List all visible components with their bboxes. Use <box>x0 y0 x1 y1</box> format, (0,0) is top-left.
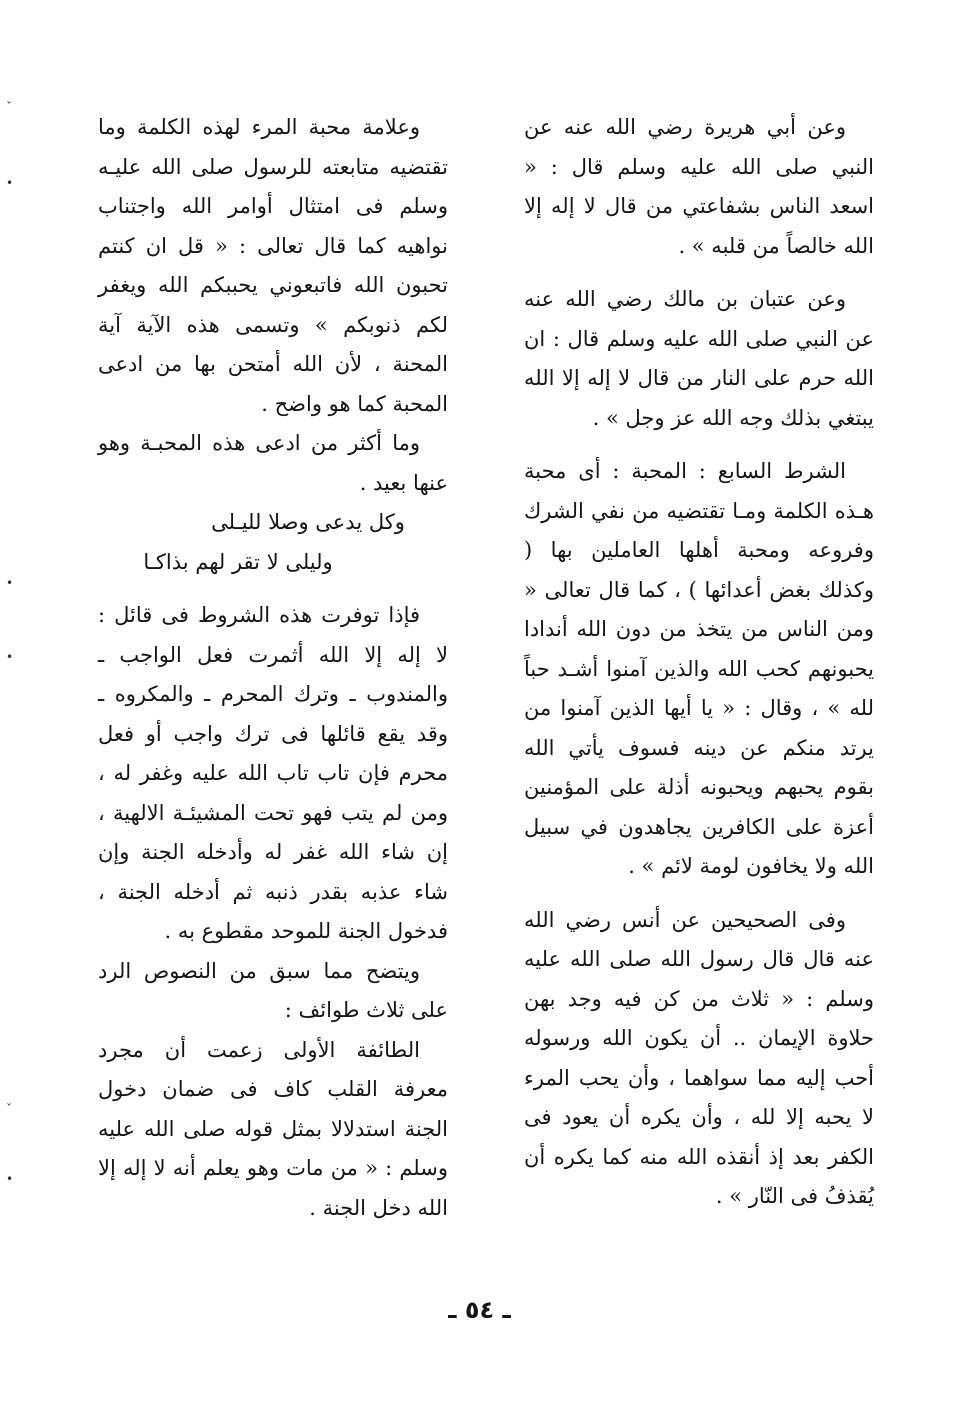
margin-mark: • <box>6 576 14 590</box>
paragraph: وما أكثر من ادعى هذه المحبـة وهو عنها بعيد . <box>98 431 448 495</box>
poem-verse-line: وليلى لا تقر لهم بذاكـا <box>143 549 333 574</box>
margin-mark: • <box>6 176 14 190</box>
paragraph: الطائفة الأولى زعمت أن مجرد معرفة القلب كاف فى ضمان دخول الجنة استدلالا بمثل قوله صلى الله عليه وسلم : « من مات وهو يعلم أنه لا إله إلا الله دخل الجنة . <box>98 1037 448 1220</box>
paragraph: وعن أبي هريرة رضي الله عنه عن النبي صلى الله عليه وسلم قال : « اسعد الناس بشفاعتي من قال لا إله إلا الله خالصاً من قلبه » . <box>524 115 874 258</box>
margin-mark: • <box>6 650 14 664</box>
margin-mark: • <box>6 1172 14 1186</box>
paragraph: وعن عتبان بن مالك رضي الله عنه عن النبي صلى الله عليه وسلم قال : ان الله حرم على النار من قال لا إله إلا الله يبتغي بذلك وجه الله عز وجل » . <box>524 287 874 430</box>
paragraph: وعلامة محبة المرء لهذه الكلمة وما تقتضيه متابعته للرسول صلى الله عليـه وسلم فى امتثال أوامر الله واجتناب نواهيه كما قال تعالى : « قل ان كنتم تحبون الله فاتبعوني يحببكم الله ويغفر لكم ذنوبكم » وتسمى هذه الآية آية المحنة ، لأن الله أمتحن بها من ادعى المحبة كما هو واضح . <box>98 115 448 416</box>
margin-mark: ˇ <box>6 1102 12 1116</box>
margin-mark: ˇ <box>6 100 12 114</box>
paragraph: الشرط السابع : المحبة : أى محبة هـذه الكلمة ومـا تقتضيه من نفي الشرك وفروعه ومحبة أهلها العاملين بها ( وكذلك بغض أعدائها ) ، كما قال تعالى « ومن الناس من يتخذ من دون الله أندادا يحبونهم كحب الله والذين آمنوا أشـد حباً لله » ، وقال : « يا أيها الذين آمنوا من يرتد منكم عن دينه فسوف يأتي الله بقوم يحبهم ويحبونه أذلة على المؤمنين أعزة على الكافرين يجاهدون في سبيل الله ولا يخافون لومة لائم » . <box>524 459 874 878</box>
paragraph: وفى الصحيحين عن أنس رضي الله عنه قال قال رسول الله صلى الله عليه وسلم : « ثلاث من كن فيه وجد بهن حلاوة الإيمان .. أن يكون الله ورسوله أحب إليه مما سواهما ، وأن يحب المرء لا يحبه إلا لله ، وأن يكره أن يعود فى الكفر بعد إذ أنقذه الله منه كما يكره أن يُقذفُ فى النّار » . <box>524 907 874 1208</box>
right-text-column <box>524 108 874 1217</box>
poem-verse-line: وكل يدعى وصلا لليـلى <box>211 510 405 534</box>
paragraph: فإذا توفرت هذه الشروط فى قائل : لا إله إلا الله أثمرت فعل الواجب ـ والمندوب ـ وترك المحرم ـ والمكروه ـ وقد يقع قائلها فى ترك واجب أو فعل محرم فإن تاب تاب الله عليه وغفر له ، ومن لم يتب فهو تحت المشيئـة الالهية ، إن شاء الله غفر له وأدخله الجنة وإن شاء عذبه بقدر ذنبه ثم أدخله الجنة ، فدخول الجنة للموحد مقطوع به . <box>98 603 448 943</box>
paragraph: ويتضح مما سبق من النصوص الرد على ثلاث طوائف : <box>98 958 448 1022</box>
left-text-column <box>98 108 448 1228</box>
page-number: ـ ٥٤ ـ <box>448 1296 511 1324</box>
